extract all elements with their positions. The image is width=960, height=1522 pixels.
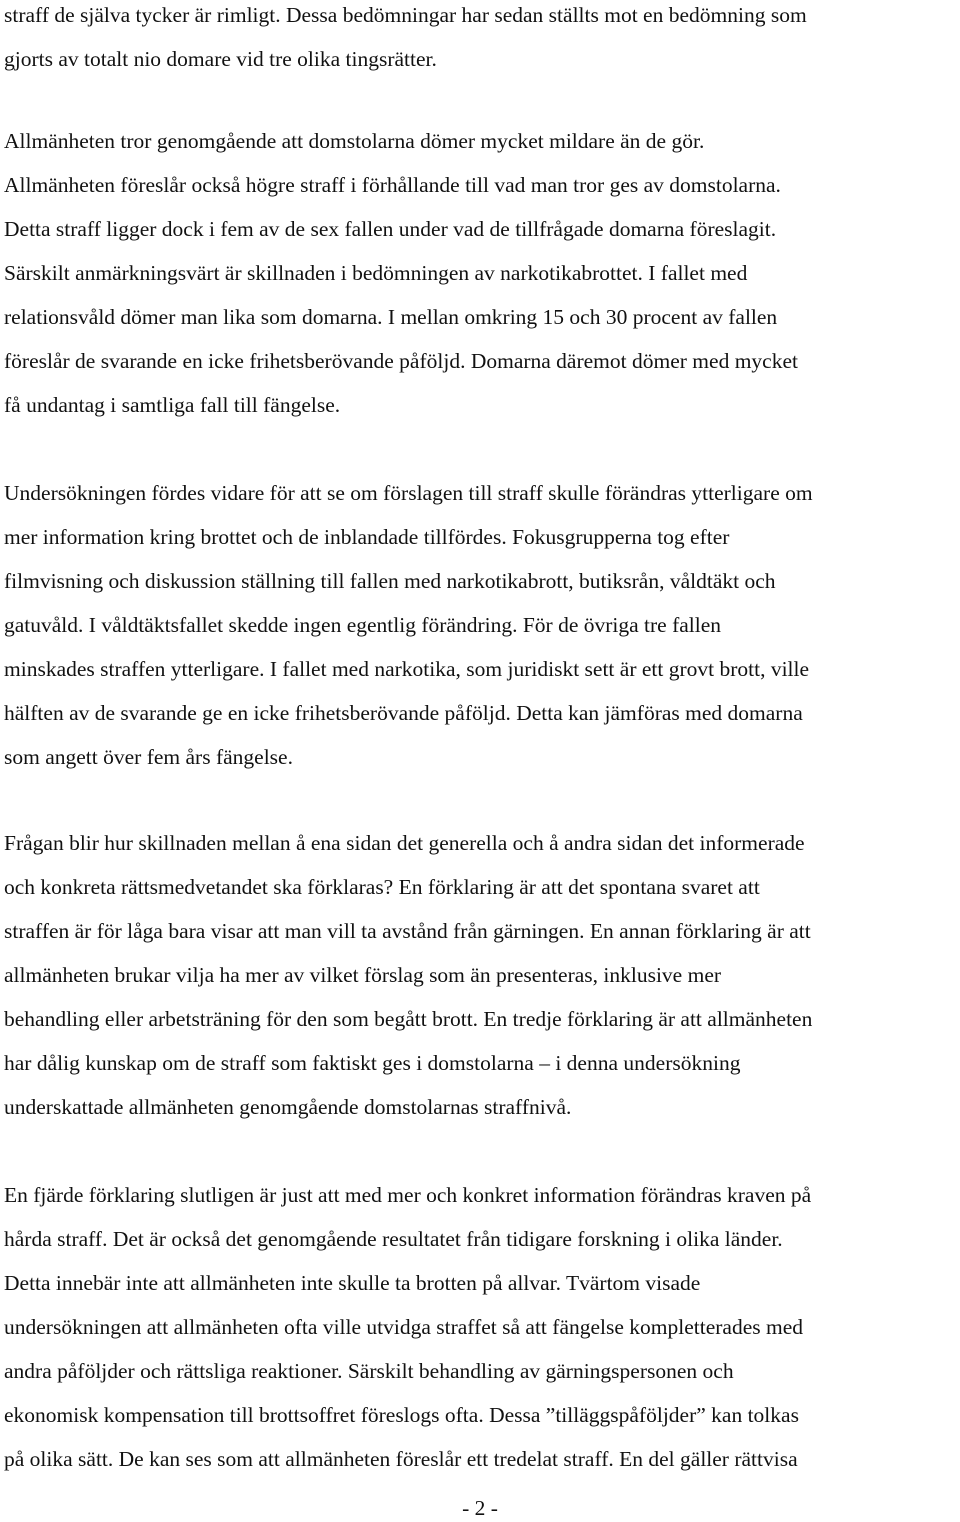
- text-line: Allmänheten föreslår också högre straff i förhållande till vad man tror ges av domstolarna.: [4, 173, 781, 197]
- page-number: - 2 -: [462, 1496, 498, 1520]
- text-line: En fjärde förklaring slutligen är just att med mer och konkret information förändras kraven på: [4, 1183, 812, 1207]
- paragraph-5: [4, 1173, 960, 1481]
- text-line: behandling eller arbetsträning för den som begått brott. En tredje förklaring är att allmänheten: [4, 1007, 813, 1031]
- text-line: gatuvåld. I våldtäktsfallet skedde ingen egentlig förändring. För de övriga tre fallen: [4, 613, 722, 637]
- text-line: gjorts av totalt nio domare vid tre olika tingsrätter.: [4, 47, 437, 71]
- text-line: få undantag i samtliga fall till fängelse.: [4, 393, 341, 417]
- text-line: Detta straff ligger dock i fem av de sex fallen under vad de tillfrågade domarna föreslagit.: [4, 217, 777, 241]
- text-line: andra påföljder och rättsliga reaktioner. Särskilt behandling av gärningspersonen och: [4, 1359, 734, 1383]
- text-line: straff de själva tycker är rimligt. Dessa bedömningar har sedan ställts mot en bedömning som: [4, 3, 807, 27]
- text-line: undersökningen att allmänheten ofta ville utvidga straffet så att fängelse kompletterades med: [4, 1315, 804, 1339]
- text-line: underskattade allmänheten genomgående domstolarnas straffnivå.: [4, 1095, 572, 1119]
- text-line: minskades straffen ytterligare. I fallet med narkotika, som juridiskt sett är ett grovt brott, ville: [4, 657, 810, 681]
- paragraph-2: [4, 119, 960, 427]
- text-line: på olika sätt. De kan ses som att allmänheten föreslår ett tredelat straff. En del gäller rättvisa: [4, 1447, 798, 1471]
- paragraph-1: [4, 0, 960, 81]
- text-line: som angett över fem års fängelse.: [4, 745, 293, 769]
- text-line: Särskilt anmärkningsvärt är skillnaden i bedömningen av narkotikabrottet. I fallet med: [4, 261, 748, 285]
- text-line: allmänheten brukar vilja ha mer av vilket förslag som än presenteras, inklusive mer: [4, 963, 722, 987]
- text-line: har dålig kunskap om de straff som faktiskt ges i domstolarna – i denna undersökning: [4, 1051, 741, 1075]
- text-line: relationsvåld dömer man lika som domarna. I mellan omkring 15 och 30 procent av fallen: [4, 305, 778, 329]
- text-line: Frågan blir hur skillnaden mellan å ena sidan det generella och å andra sidan det informerade: [4, 831, 805, 855]
- text-line: föreslår de svarande en icke frihetsberövande påföljd. Domarna däremot dömer med mycket: [4, 349, 798, 373]
- text-line: ekonomisk kompensation till brottsoffret föreslogs ofta. Dessa ”tilläggspåföljder” kan tolkas: [4, 1403, 799, 1427]
- text-line: hårda straff. Det är också det genomgående resultatet från tidigare forskning i olika länder.: [4, 1227, 783, 1251]
- text-line: och konkreta rättsmedvetandet ska förklaras? En förklaring är att det spontana svaret att: [4, 875, 760, 899]
- text-line: Detta innebär inte att allmänheten inte skulle ta brotten på allvar. Tvärtom visade: [4, 1271, 701, 1295]
- text-line: hälften av de svarande ge en icke frihetsberövande påföljd. Detta kan jämföras med domarna: [4, 701, 803, 725]
- text-line: mer information kring brottet och de inblandade tillfördes. Fokusgrupperna tog efter: [4, 525, 730, 549]
- paragraph-4: [4, 821, 960, 1129]
- text-line: Undersökningen fördes vidare för att se om förslagen till straff skulle förändras ytterligare om: [4, 481, 813, 505]
- text-line: Allmänheten tror genomgående att domstolarna dömer mycket mildare än de gör.: [4, 129, 705, 153]
- text-line: filmvisning och diskussion ställning till fallen med narkotikabrott, butiksrån, våldtäkt och: [4, 569, 776, 593]
- text-line: straffen är för låga bara visar att man vill ta avstånd från gärningen. En annan förklaring är att: [4, 919, 811, 943]
- paragraph-3: [4, 471, 960, 779]
